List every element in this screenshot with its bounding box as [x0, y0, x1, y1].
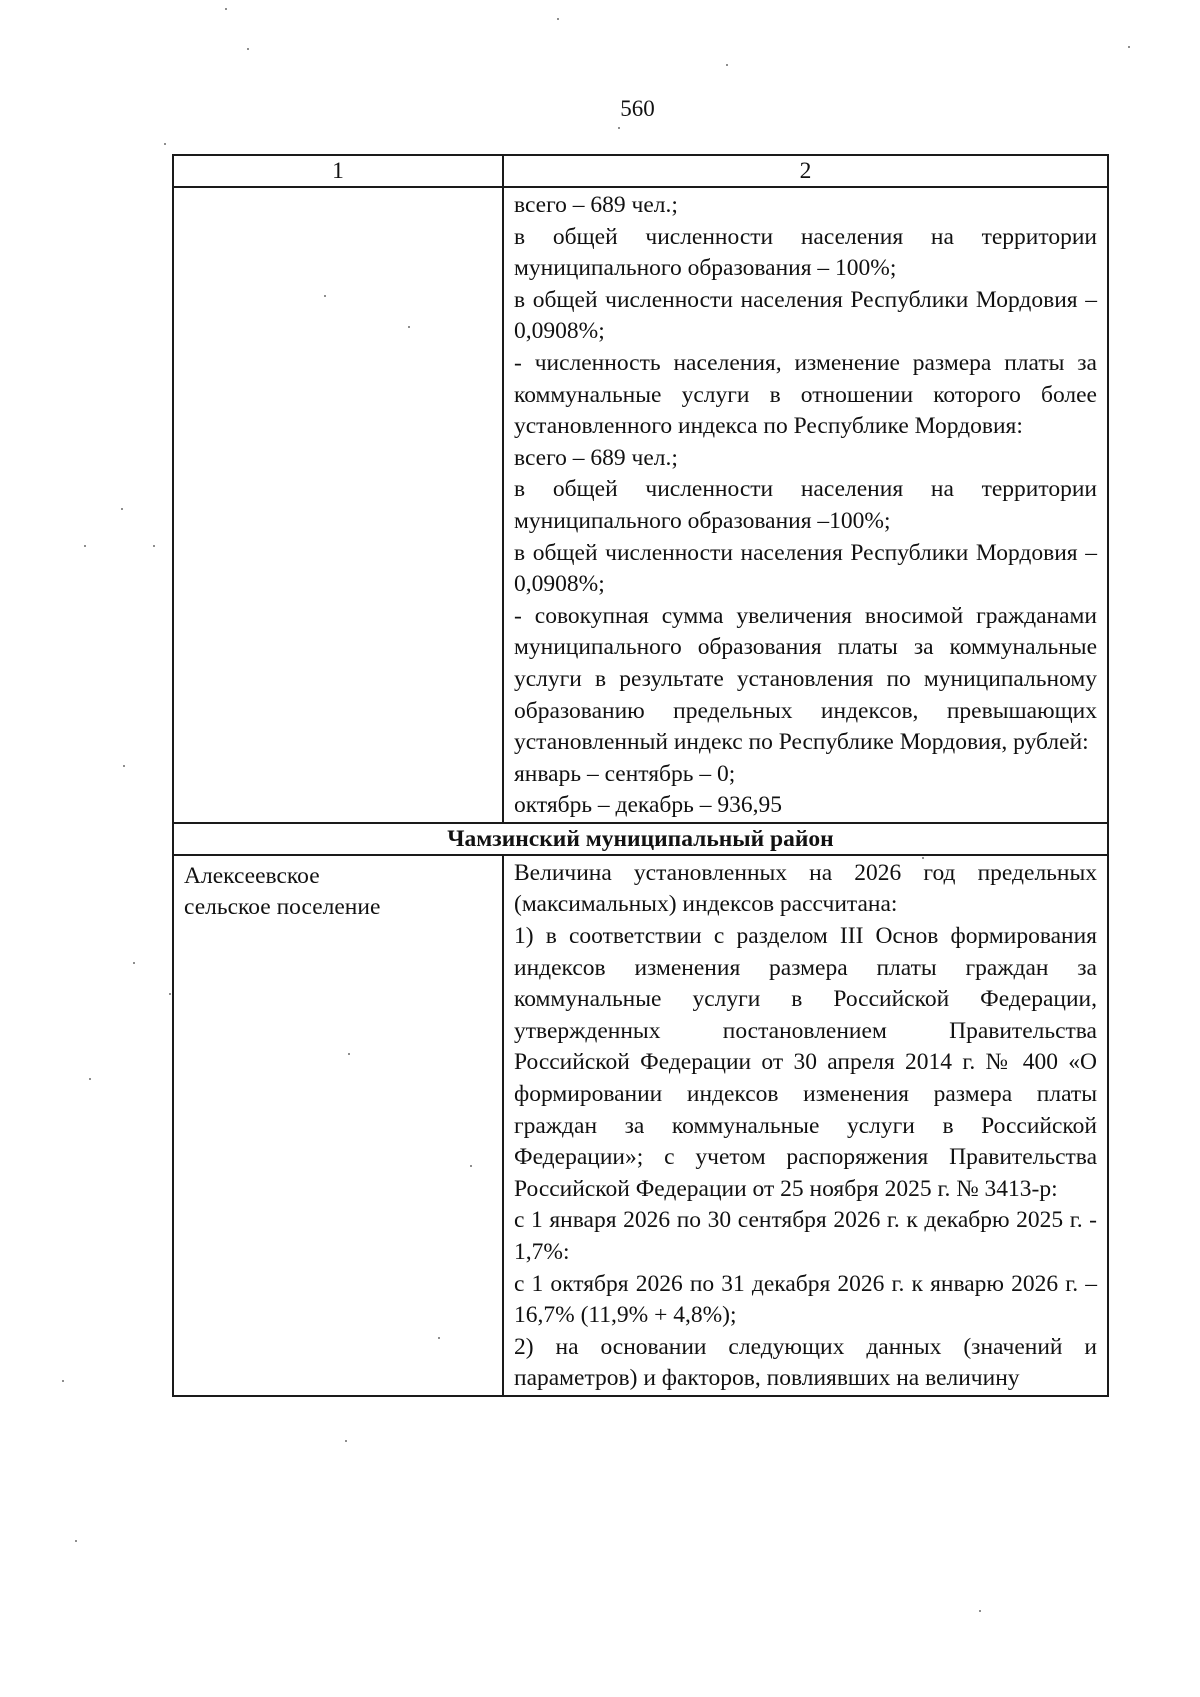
paragraph: - совокупная сумма увеличения вносимой гражданами муниципального образования платы за коммунальные услуги в результате установления по муниципальному образованию предельных индексов, превышающих установленный индекс по Республике Мордовия, рублей:: [514, 602, 1097, 756]
row1-right-cell: [503, 187, 1108, 823]
paragraph: в общей численности населения на территории муниципального образования – 100%;: [514, 223, 1097, 282]
paragraph: - численность населения, изменение размера платы за коммунальные услуги в отношении которого более установленного индекса по Республике Мордовия:: [514, 349, 1097, 440]
table-row: [173, 187, 1108, 823]
paragraph: Величина установленных на 2026 год предельных (максимальных) индексов рассчитана:: [514, 859, 1097, 918]
column-header-1: 1: [173, 155, 503, 187]
section-header-row: [173, 823, 1108, 855]
paragraph: в общей численности населения Республики Мордовия – 0,0908%;: [514, 286, 1097, 345]
document-table: [172, 154, 1109, 1397]
row1-left-cell: [173, 187, 503, 823]
paragraph: всего – 689 чел.;: [514, 192, 678, 218]
paragraph: январь – сентябрь – 0;: [514, 760, 736, 787]
paragraph: с 1 января 2026 по 30 сентября 2026 г. к декабрю 2025 г. - 1,7%:: [514, 1207, 1097, 1265]
settlement-name-line: Алексеевское: [184, 862, 320, 889]
settlement-name-line: сельское поселение: [184, 894, 381, 921]
paragraph: октябрь – декабрь – 936,95: [514, 792, 782, 819]
paragraph: 1) в соответствии с разделом III Основ формирования индексов изменения размера платы граждан за коммунальные услуги в Российской Федерации, утвержденных постановлением Правительства Российской Федерации от 30 апреля 2014 г. № 400 «О формировании индексов изменения размера платы граждан за коммунальные услуги в Российской Федерации»; с учетом распоряжения Правительства Российской Федерации от 25 ноября 2025 г. № 3413-р:: [514, 923, 1097, 1202]
page-number: 560: [620, 96, 655, 121]
paragraph: в общей численности населения на территории муниципального образования –100%;: [514, 476, 1097, 534]
section-title: Чамзинский муниципальный район: [173, 823, 1108, 855]
paragraph: в общей численности населения Республики Мордовия – 0,0908%;: [514, 539, 1097, 598]
paragraph: всего – 689 чел.;: [514, 444, 678, 471]
table-header-row: [173, 155, 1108, 187]
column-header-2: 2: [503, 155, 1108, 187]
table-row: [173, 855, 1108, 1396]
paragraph: 2) на основании следующих данных (значений и параметров) и факторов, повлиявших на величину: [514, 1333, 1097, 1392]
row2-left-cell: [173, 855, 503, 1396]
row2-right-cell: [503, 855, 1108, 1396]
paragraph: с 1 октября 2026 по 31 декабря 2026 г. к январю 2026 г. – 16,7% (11,9% + 4,8%);: [514, 1270, 1097, 1329]
